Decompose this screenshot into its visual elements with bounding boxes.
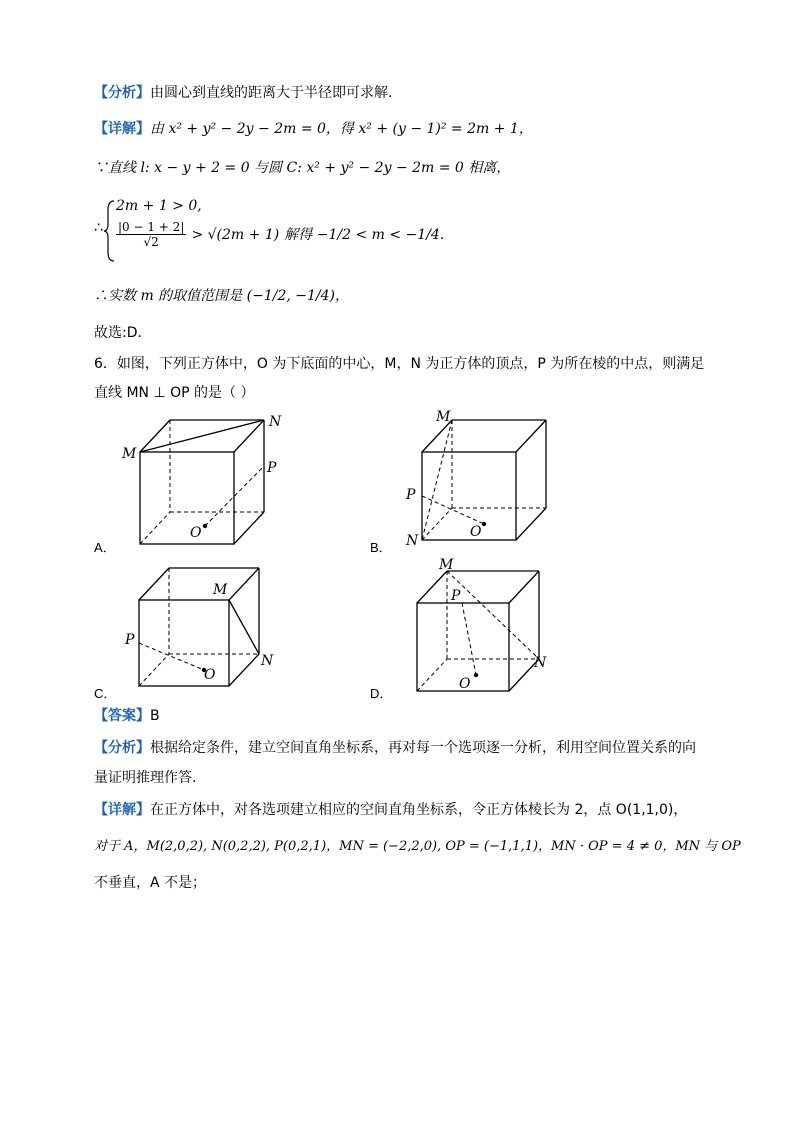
option-a-label: A． <box>94 540 116 555</box>
analysis-1 <box>94 83 392 103</box>
line-condition-text: ∵直线 l: x − y + 2 = 0 与圆 C: x² + y² − 2y − 2m = 0 相离， <box>94 160 511 176</box>
answer-value: B <box>150 708 160 724</box>
system-row-2-rest: > √(2m + 1) <box>191 227 280 243</box>
answer-tag: 【答案】 <box>94 708 150 724</box>
label-n: N <box>406 533 419 549</box>
detail-2 <box>94 800 687 820</box>
option-b-label: B． <box>370 540 392 555</box>
label-m: M <box>436 409 451 425</box>
cube-option-b <box>400 402 600 552</box>
inequality-system <box>94 198 445 264</box>
label-p: P <box>267 460 277 476</box>
analysis-2-text-2: 量证明推理作答. <box>94 770 197 786</box>
choice-line <box>94 323 152 343</box>
label-o: O <box>459 676 471 692</box>
cube-option-d <box>395 553 595 698</box>
question-6-text-2: 直线 MN ⊥ OP 的是（ ） <box>94 385 255 401</box>
label-m: M <box>122 446 137 462</box>
system-row-2 <box>116 220 444 249</box>
label-p: P <box>451 588 461 604</box>
label-o: O <box>190 525 202 541</box>
therefore-symbol: ∴ <box>94 220 103 236</box>
range-text: ∴实数 m 的取值范围是 (−1/2, −1/4)， <box>94 288 349 304</box>
label-o: O <box>204 667 216 683</box>
label-p: P <box>125 632 135 648</box>
label-n: N <box>534 655 547 671</box>
not-perp-text: 不垂直，A 不是； <box>94 875 207 891</box>
option-c-label: C． <box>94 686 117 701</box>
option-d-label: D． <box>370 686 393 701</box>
label-p: P <box>406 487 416 503</box>
analysis-2-tag: 【分析】 <box>94 740 150 756</box>
label-n: N <box>269 414 282 430</box>
cube-option-a <box>115 410 315 550</box>
question-6-line-1 <box>94 354 704 374</box>
question-6-line-2 <box>94 383 254 403</box>
answer-line <box>94 706 160 726</box>
choice-text: 故选:D． <box>94 325 152 341</box>
label-o: O <box>470 524 482 540</box>
cube-option-c <box>115 560 315 700</box>
detail-text: 由 x² + y² − 2y − 2m = 0，得 x² + (y − 1)² = 2m + 1， <box>150 121 533 137</box>
range-line <box>94 286 349 306</box>
analysis-2-cont <box>94 768 196 788</box>
question-6-text-1: 6．如图，下列正方体中，O 为下底面的中心，M，N 为正方体的顶点，P 为所在棱的中点，则满足 <box>94 356 705 372</box>
detail-1 <box>94 119 533 139</box>
for-a-text: 对于 A，M(2,0,2), N(0,2,2), P(0,2,1)，MN = (−2,2,0), OP = (−1,1,1)，MN · OP = 4 ≠ 0，MN 与 OP <box>94 839 741 854</box>
not-perp-line <box>94 873 206 893</box>
system-row-1: 2m + 1 > 0, <box>116 198 202 214</box>
for-a-line <box>94 836 741 857</box>
analysis-2-text: 根据给定条件，建立空间直角坐标系，再对每一个选项逐一分析，利用空间位置关系的向 <box>150 740 696 756</box>
line-condition <box>94 158 510 178</box>
analysis-tag: 【分析】 <box>94 85 150 101</box>
brace-icon <box>104 200 116 262</box>
detail-2-text: 在正方体中，对各选项建立相应的空间直角坐标系，令正方体棱长为 2，点 O(1,1,0)， <box>150 802 688 818</box>
label-m: M <box>213 582 228 598</box>
detail-tag: 【详解】 <box>94 121 150 137</box>
analysis-2 <box>94 738 696 758</box>
label-n: N <box>261 653 274 669</box>
system-solve: 解得 −1/2 < m < −1/4. <box>284 227 445 243</box>
distance-fraction: $\frac{|0 - 1 + 2|}{√2}$ <box>118 220 185 249</box>
detail-2-tag: 【详解】 <box>94 802 150 818</box>
analysis-text: 由圆心到直线的距离大于半径即可求解. <box>150 85 393 101</box>
label-m: M <box>439 557 454 573</box>
